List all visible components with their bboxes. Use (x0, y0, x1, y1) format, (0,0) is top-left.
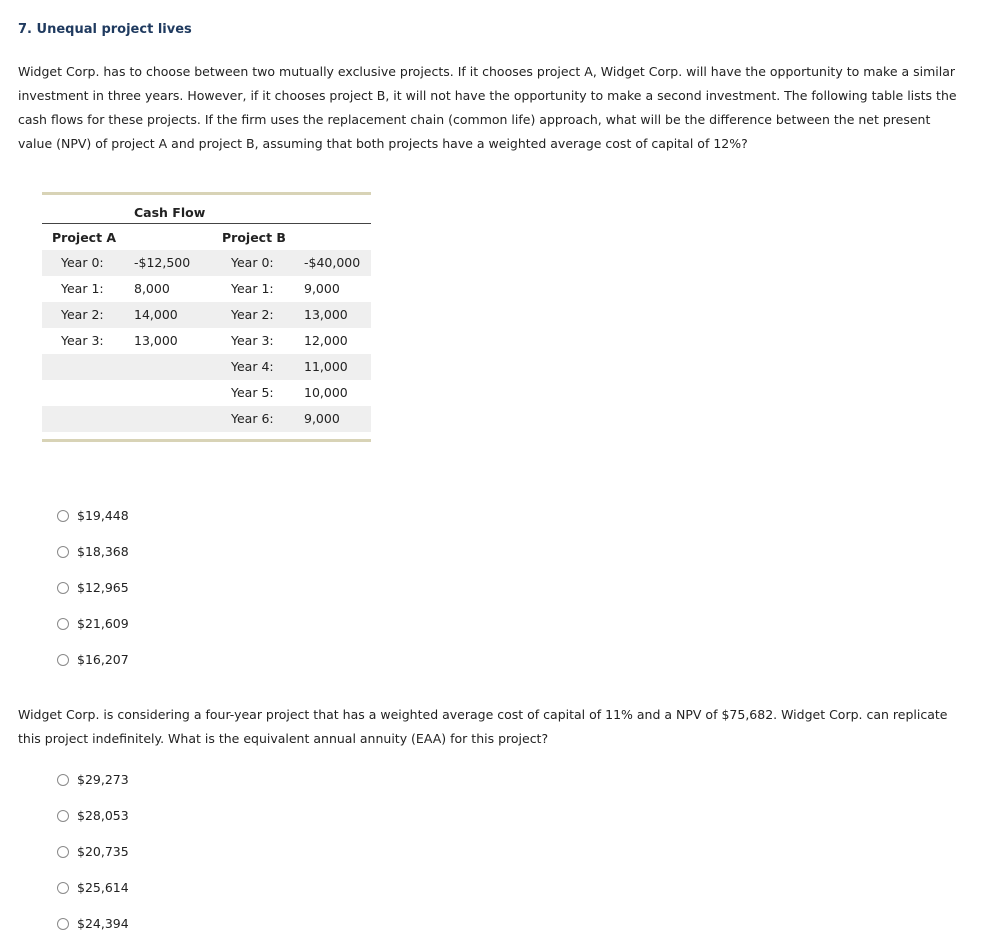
answer-option[interactable] (57, 507, 129, 543)
project-b-value: 13,000 (304, 307, 348, 322)
option-label: $29,273 (77, 772, 129, 787)
project-a-value: 14,000 (134, 307, 178, 322)
table-top-rule (42, 192, 371, 195)
radio-button-icon[interactable] (57, 618, 69, 630)
radio-button-icon[interactable] (57, 546, 69, 558)
radio-button-icon[interactable] (57, 654, 69, 666)
table-row (42, 302, 371, 328)
project-a-header: Project A (52, 230, 117, 245)
radio-button-icon[interactable] (57, 582, 69, 594)
radio-button-icon[interactable] (57, 810, 69, 822)
option-label: $12,965 (77, 580, 129, 595)
project-b-value: 10,000 (304, 385, 348, 400)
project-a-year: Year 1: (61, 281, 104, 296)
question-1-text: Widget Corp. has to choose between two mutually exclusive projects. If it chooses project A, Widget Corp. will have the opportunity to make a similar investment in three years. However, if it chooses project B, it will not have the opportunity to make a second investment. The following table lists the cash flows for these projects. If the firm uses the replacement chain (common life) approach, what will be the difference between the net present value (NPV) of project A and project B, assuming that both projects have a weighted average cost of capital of 12%? (18, 64, 957, 151)
project-b-value: 11,000 (304, 359, 348, 374)
table-row (42, 354, 371, 380)
table-row (42, 276, 371, 302)
radio-button-icon[interactable] (57, 918, 69, 930)
table-row (42, 380, 371, 406)
answer-option[interactable] (57, 879, 129, 915)
answer-option[interactable] (57, 651, 129, 687)
project-b-value: 9,000 (304, 281, 340, 296)
project-b-year: Year 0: (231, 255, 274, 270)
table-caption: Cash Flow (134, 205, 206, 220)
question-2-text: Widget Corp. is considering a four-year project that has a weighted average cost of capital of 11% and a NPV of $75,682. Widget Corp. can replicate this project indefinitely. What is the equivalent annual annuity (EAA) for this project? (18, 707, 948, 746)
project-b-year: Year 6: (231, 411, 274, 426)
option-label: $16,207 (77, 652, 129, 667)
table-row (42, 250, 371, 276)
option-label: $24,394 (77, 916, 129, 931)
project-a-year: Year 0: (61, 255, 104, 270)
project-b-value: 12,000 (304, 333, 348, 348)
table-bottom-rule (42, 439, 371, 442)
project-a-year: Year 3: (61, 333, 104, 348)
option-label: $25,614 (77, 880, 129, 895)
answer-option[interactable] (57, 543, 129, 579)
table-row (42, 406, 371, 432)
project-b-value: 9,000 (304, 411, 340, 426)
project-b-year: Year 3: (231, 333, 274, 348)
radio-button-icon[interactable] (57, 846, 69, 858)
table-row (42, 328, 371, 354)
project-a-year: Year 2: (61, 307, 104, 322)
table-header-rule (42, 223, 371, 224)
option-label: $20,735 (77, 844, 129, 859)
project-a-value: 13,000 (134, 333, 178, 348)
answer-option[interactable] (57, 579, 129, 615)
project-b-year: Year 1: (231, 281, 274, 296)
project-a-value: 8,000 (134, 281, 170, 296)
project-b-header: Project B (222, 230, 286, 245)
project-b-year: Year 2: (231, 307, 274, 322)
answer-option[interactable] (57, 615, 129, 651)
answer-option[interactable] (57, 807, 129, 843)
question-1-options (57, 507, 129, 687)
radio-button-icon[interactable] (57, 882, 69, 894)
option-label: $19,448 (77, 508, 129, 523)
answer-option[interactable] (57, 771, 129, 807)
radio-button-icon[interactable] (57, 510, 69, 522)
project-b-year: Year 5: (231, 385, 274, 400)
radio-button-icon[interactable] (57, 774, 69, 786)
project-b-value: -$40,000 (304, 255, 361, 270)
question-2-options (57, 771, 129, 951)
project-a-value: -$12,500 (134, 255, 191, 270)
question-title: 7. Unequal project lives (18, 22, 192, 37)
option-label: $28,053 (77, 808, 129, 823)
project-b-year: Year 4: (231, 359, 274, 374)
answer-option[interactable] (57, 843, 129, 879)
option-label: $18,368 (77, 544, 129, 559)
option-label: $21,609 (77, 616, 129, 631)
cash-flow-table (42, 192, 371, 443)
